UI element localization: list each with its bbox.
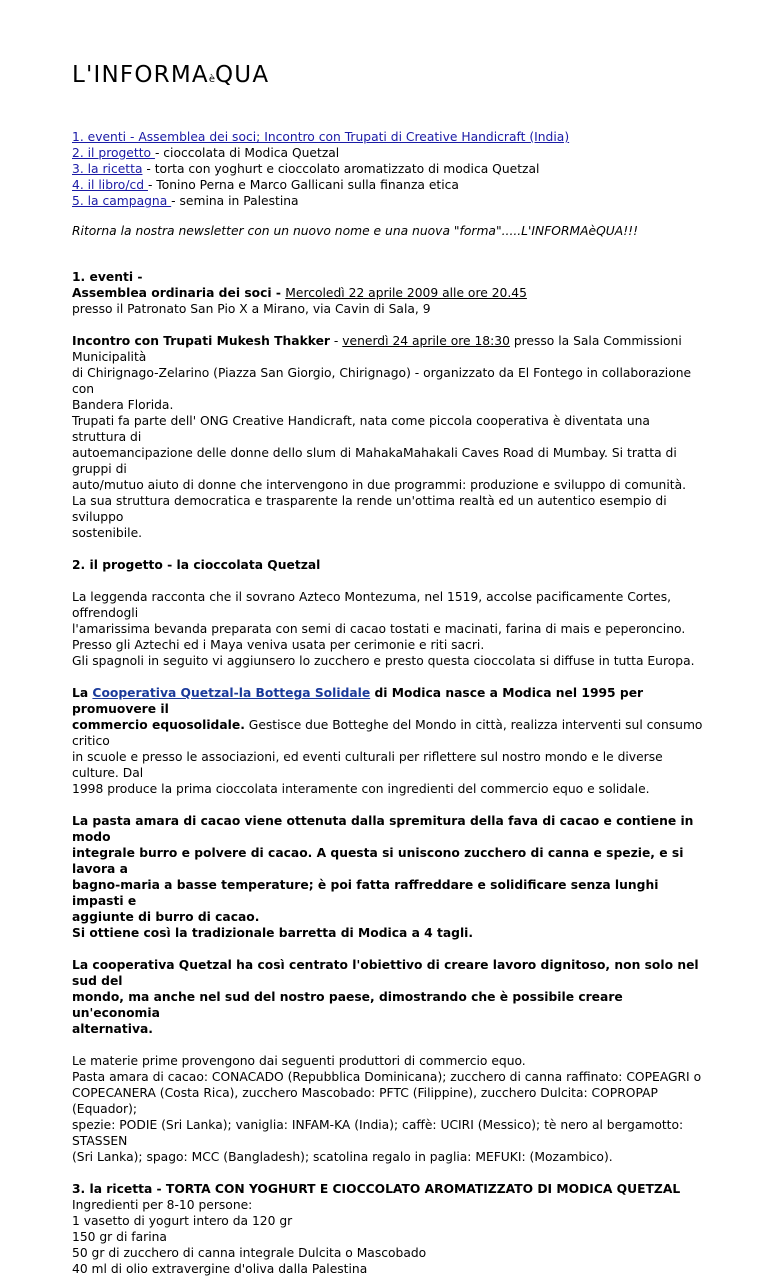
toc-item [72, 145, 704, 161]
coop-line: La Cooperativa Quetzal-la Bottega Solidale di Modica nasce a Modica nel 1995 per promuovere il [72, 686, 644, 716]
quetzal-line: mondo, ma anche nel sud del nostro paese, dimostrando che è possibile creare un'economia [72, 990, 623, 1020]
pasta-line: La pasta amara di cacao viene ottenuta dalla spremitura della fava di cacao e contiene in modo [72, 814, 694, 844]
toc-item [72, 193, 704, 209]
incontro-title: Incontro con Trupati Mukesh Thakker [72, 334, 330, 348]
trupati-line: autoemancipazione delle donne dello slum di MahakaMahakali Caves Road di Mumbay. Si tratta di gruppi di [72, 446, 677, 476]
pasta-line: bagno-maria a basse temperature; è poi fatta raffreddare e solidificare senza lunghi impasti e [72, 878, 659, 908]
ingredient-line: 50 gr di zucchero di canna integrale Dulcita o Mascobado [72, 1246, 427, 1260]
toc-link-libro[interactable]: 4. il libro/cd [72, 178, 148, 192]
section-2-heading: 2. il progetto - la cioccolata Quetzal [72, 558, 321, 572]
toc-link-progetto[interactable]: 2. il progetto [72, 146, 155, 160]
legend-line: La leggenda racconta che il sovrano Azteco Montezuma, nel 1519, accolse pacificamente Cortes, offrendogli [72, 590, 672, 620]
materials-line: Le materie prime provengono dai seguenti produttori di commercio equo. [72, 1054, 526, 1068]
trupati-line: auto/mutuo aiuto di donne che intervengono in due programmi: produzione e sviluppo di comunità. [72, 478, 687, 492]
title-end: QUA [214, 62, 270, 88]
newsletter-title [72, 60, 704, 95]
materials-line: spezie: PODIE (Sri Lanka); vaniglia: INFAM-KA (India); caffè: UCIRI (Messico); tè nero al bergamotto: STASSEN [72, 1118, 684, 1148]
toc-link-campagna[interactable]: 5. la campagna [72, 194, 172, 208]
assemblea-title: Assemblea ordinaria dei soci - [72, 286, 286, 300]
table-of-contents [72, 129, 704, 209]
ingredient-line: 1 vasetto di yogurt intero da 120 gr [72, 1214, 293, 1228]
legend-line: Gli spagnoli in seguito vi aggiunsero lo zucchero e presto questa cioccolata si diffuse in tutta Europa. [72, 654, 695, 668]
toc-item-text: - torta con yoghurt e cioccolato aromatizzato di modica Quetzal [142, 162, 540, 176]
toc-item [72, 177, 704, 193]
legend-line: l'amarissima bevanda preparata con semi di cacao tostati e macinati, farina di mais e peperoncino. [72, 622, 686, 636]
assemblea-place: presso il Patronato San Pio X a Mirano, via Cavin di Sala, 9 [72, 302, 431, 316]
toc-link-eventi[interactable]: 1. eventi - Assemblea dei soci; Incontro con Trupati di Creative Handicraft (India) [72, 130, 570, 144]
ingredient-line: 150 gr di farina [72, 1230, 167, 1244]
pasta-line: Si ottiene così la tradizionale barretta di Modica a 4 tagli. [72, 926, 474, 940]
toc-item-text: - cioccolata di Modica Quetzal [154, 146, 340, 160]
toc-link-ricetta[interactable]: 3. la ricetta [72, 162, 143, 176]
section-3-heading: 3. la ricetta - TORTA CON YOGHURT E CIOCCOLATO AROMATIZZATO DI MODICA QUETZAL [72, 1182, 681, 1196]
legend-line: Presso gli Aztechi ed i Maya veniva usata per cerimonie e riti sacri. [72, 638, 485, 652]
trupati-line: Trupati fa parte dell' ONG Creative Handicraft, nata come piccola cooperativa è diventata una struttura di [72, 414, 650, 444]
materials-line: COPECANERA (Costa Rica), zucchero Mascobado: PFTC (Filippine), zucchero Dulcita: COPROPAP (Equador); [72, 1086, 658, 1116]
trupati-line: sostenibile. [72, 526, 143, 540]
toc-item-text: - semina in Palestina [171, 194, 299, 208]
title-main: L'INFORMA [72, 62, 209, 88]
assemblea-line [72, 285, 704, 301]
quetzal-line: alternativa. [72, 1022, 153, 1036]
toc-item-text: - Tonino Perna e Marco Gallicani sulla finanza etica [147, 178, 459, 192]
ingredient-line: Ingredienti per 8-10 persone: [72, 1198, 253, 1212]
incontro-paragraph: Incontro con Trupati Mukesh Thakker - venerdì 24 aprile ore 18:30 presso la Sala Commissioni Municipalità [72, 334, 682, 364]
trupati-line: La sua struttura democratica e trasparente la rende un'ottima realtà ed un autentico esempio di sviluppo [72, 494, 667, 524]
quetzal-coop-link[interactable]: Cooperativa Quetzal-la Bottega Solidale [92, 686, 371, 700]
coop-line: 1998 produce la prima cioccolata interamente con ingredienti del commercio equo e solidale. [72, 782, 650, 796]
incontro-line: Bandera Florida. [72, 398, 174, 412]
ingredient-line: 40 ml di olio extravergine d'oliva dalla Palestina [72, 1262, 368, 1276]
coop-line: commercio equosolidale. Gestisce due Botteghe del Mondo in città, realizza interventi sul consumo critico [72, 718, 703, 748]
incontro-line: di Chirignago-Zelarino (Piazza San Giorgio, Chirignago) - organizzato da El Fontego in collaborazione con [72, 366, 692, 396]
materials-line: (Sri Lanka); spago: MCC (Bangladesh); scatolina regalo in paglia: MEFUKI: (Mozambico). [72, 1150, 613, 1164]
intro-text: Ritorna la nostra newsletter con un nuovo nome e una nuova "forma".....L'INFORMAèQUA!!! [72, 224, 638, 238]
toc-item [72, 161, 704, 177]
assemblea-date: Mercoledì 22 aprile 2009 alle ore 20.45 [285, 286, 527, 300]
toc-item [72, 129, 704, 145]
incontro-date: venerdì 24 aprile ore 18:30 [342, 334, 510, 348]
coop-line: in scuole e presso le associazioni, ed eventi culturali per riflettere sul nostro mondo e le diverse culture. Dal [72, 750, 663, 780]
section-1-heading: 1. eventi - [72, 270, 143, 284]
quetzal-line: La cooperativa Quetzal ha così centrato l'obiettivo di creare lavoro dignitoso, non solo nel sud del [72, 958, 699, 988]
pasta-line: aggiunte di burro di cacao. [72, 910, 260, 924]
pasta-line: integrale burro e polvere di cacao. A questa si uniscono zucchero di canna e spezie, e si lavora a [72, 846, 684, 876]
title-small-e: è [208, 74, 215, 85]
materials-line: Pasta amara di cacao: CONACADO (Repubblica Dominicana); zucchero di canna raffinato: COPEAGRI o [72, 1070, 702, 1084]
